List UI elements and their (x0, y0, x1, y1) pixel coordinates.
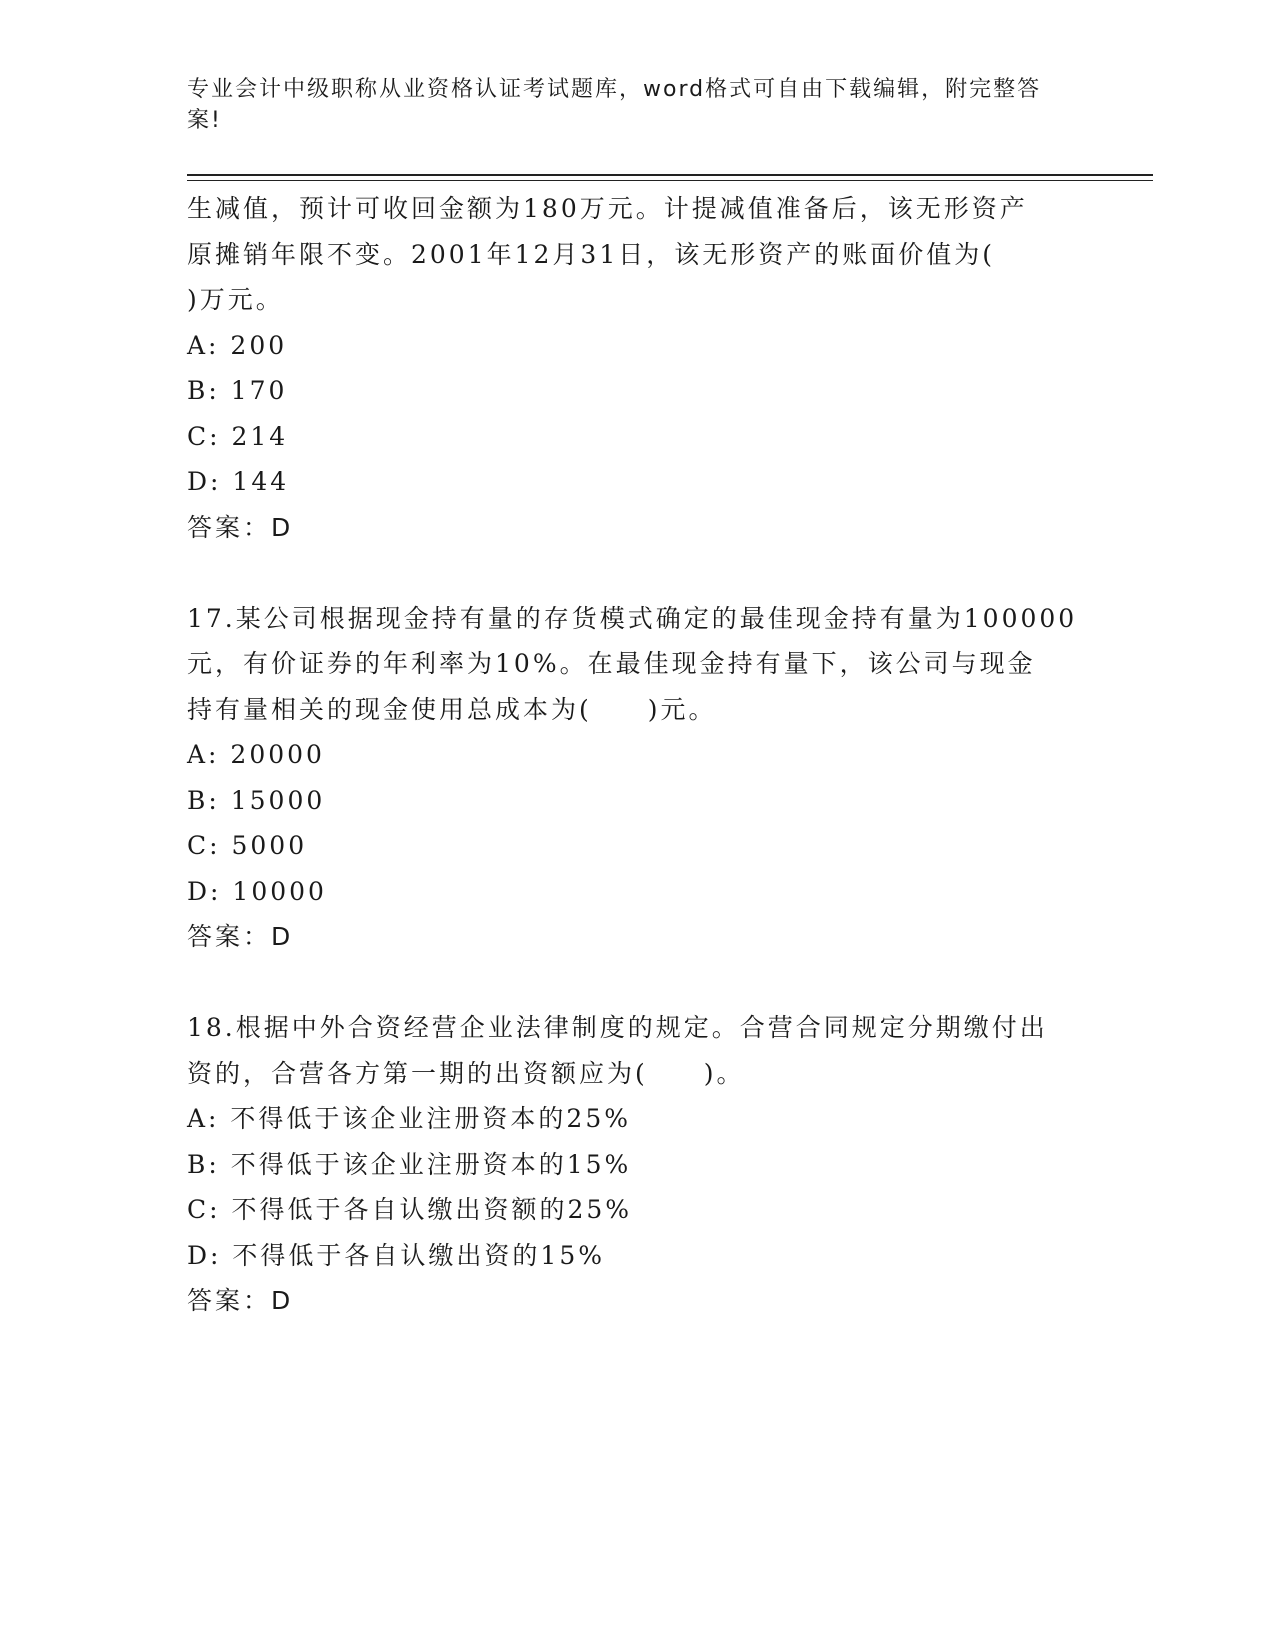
option-d: D: 10000 (187, 876, 327, 906)
option-d: D: 144 (187, 467, 290, 496)
question-18 (187, 1005, 1087, 1324)
option-b: B: 15000 (187, 785, 326, 815)
question-stem-line: )万元。 (187, 285, 284, 314)
question-stem-line: 生减值，预计可收回金额为180万元。计提减值准备后，该无形资产 (187, 194, 1028, 223)
header-rule-thin (187, 180, 1153, 181)
option-a: A: 不得低于该企业注册资本的25% (187, 1104, 631, 1133)
option-a: A: 20000 (187, 740, 325, 769)
question-stem-line: 原摊销年限不变。2001年12月31日，该无形资产的账面价值为( (187, 239, 996, 269)
option-c: C: 5000 (187, 831, 308, 860)
answer-line: 答案：D (187, 1286, 294, 1315)
question-stem-line: 持有量相关的现金使用总成本为( )元。 (187, 694, 717, 724)
question-spacer (187, 960, 1087, 1006)
header-rule-thick (187, 174, 1153, 176)
question-stem-line: 18.根据中外合资经营企业法律制度的规定。合营合同规定分期缴付出 (187, 1013, 1048, 1042)
option-c: C: 214 (187, 421, 289, 451)
option-b: B: 170 (187, 376, 288, 405)
question-content (187, 186, 1087, 1324)
question-spacer (187, 550, 1087, 596)
option-c: C: 不得低于各自认缴出资额的25% (187, 1195, 633, 1224)
answer-line: 答案：D (187, 512, 294, 542)
page-header: 专业会计中级职称从业资格认证考试题库，word格式可自由下载编辑，附完整答案! (187, 77, 1042, 133)
question-17 (187, 596, 1087, 960)
option-b: B: 不得低于该企业注册资本的15% (187, 1149, 632, 1179)
question-stem-line: 元，有价证券的年利率为10%。在最佳现金持有量下，该公司与现金 (187, 649, 1036, 678)
question-stem-line: 17.某公司根据现金持有量的存货模式确定的最佳现金持有量为100000 (187, 603, 1078, 633)
option-a: A: 200 (187, 330, 288, 360)
question-stem-line: 资的，合营各方第一期的出资额应为( )。 (187, 1058, 745, 1088)
answer-line: 答案：D (187, 922, 294, 951)
option-d: D: 不得低于各自认缴出资的15% (187, 1240, 605, 1270)
question-16 (187, 186, 1087, 550)
